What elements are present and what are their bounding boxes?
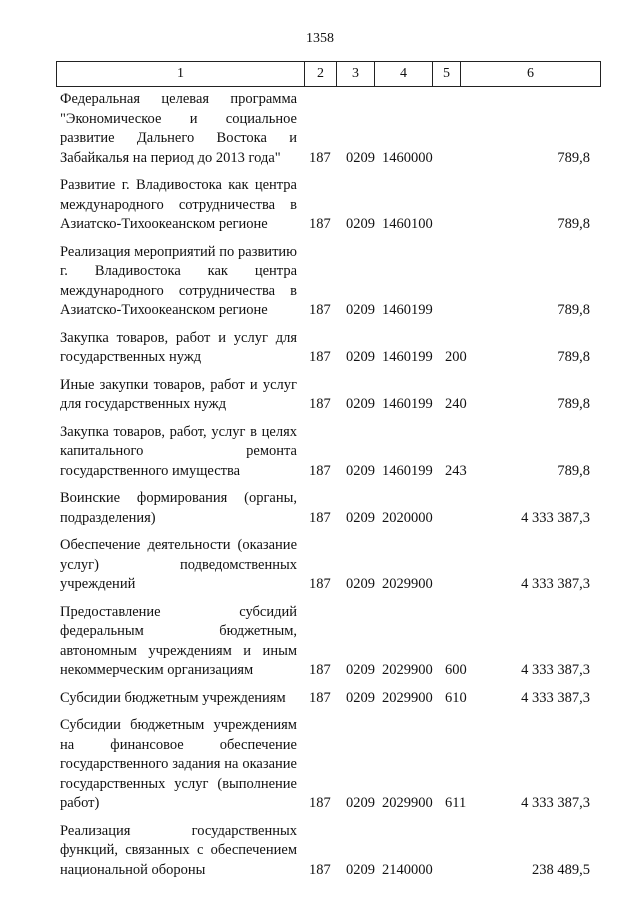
row-amount: 4 333 387,3 bbox=[521, 576, 590, 592]
row-col-2: 187 bbox=[309, 509, 331, 526]
row-col-4: 2029900 bbox=[382, 662, 433, 678]
table-row bbox=[60, 376, 590, 415]
table-row bbox=[60, 329, 590, 368]
row-description: Иные закупки товаров, работ и услуг для государственных нужд bbox=[60, 376, 297, 412]
row-description: Развитие г. Владивостока как центра международного сотрудничества в Азиатско-Тихоокеанском регионе bbox=[60, 177, 297, 232]
table-body bbox=[60, 90, 590, 888]
row-col-2: 187 bbox=[309, 689, 331, 706]
header-col-5: 5 bbox=[433, 62, 461, 86]
header-col-6: 6 bbox=[527, 66, 534, 81]
row-description: Обеспечение деятельности (оказание услуг) подведомственных учреждений bbox=[60, 537, 297, 592]
row-col-5: 243 bbox=[445, 462, 467, 479]
row-amount: 789,8 bbox=[557, 349, 590, 365]
row-amount: 789,8 bbox=[557, 302, 590, 318]
page-number: 1358 bbox=[306, 31, 334, 46]
row-amount: 789,8 bbox=[557, 149, 590, 166]
row-amount: 4 333 387,3 bbox=[521, 509, 590, 526]
row-description: Закупка товаров, работ, услуг в целях капитального ремонта государственного имущества bbox=[60, 423, 297, 479]
table-row bbox=[60, 689, 590, 709]
row-col-2: 187 bbox=[309, 662, 331, 678]
row-col-3: 0209 bbox=[346, 795, 375, 811]
table-row bbox=[60, 822, 590, 881]
row-col-5: 200 bbox=[445, 349, 467, 365]
table-row bbox=[60, 243, 590, 321]
row-col-3: 0209 bbox=[346, 462, 375, 479]
row-description: Предоставление субсидий федеральным бюджетным, автономным учреждениям и иным некоммерческим организациям bbox=[60, 603, 297, 678]
row-col-2: 187 bbox=[309, 861, 331, 878]
row-col-2: 187 bbox=[309, 462, 331, 479]
header-col-4: 4 bbox=[375, 62, 433, 86]
table-header bbox=[56, 61, 601, 87]
row-col-4: 1460100 bbox=[382, 216, 433, 232]
row-description: Закупка товаров, работ и услуг для государственных нужд bbox=[60, 329, 297, 365]
row-description: Субсидии бюджетным учреждениям на финансовое обеспечение государственного задания на оказание государственных услуг (выполнение работ) bbox=[60, 717, 297, 811]
table-row bbox=[60, 603, 590, 681]
row-col-4: 2140000 bbox=[382, 861, 433, 878]
row-col-5: 600 bbox=[445, 662, 467, 678]
table-row bbox=[60, 423, 590, 482]
row-description: Воинские формирования (органы, подразделения) bbox=[60, 490, 297, 526]
row-col-4: 2029900 bbox=[382, 795, 433, 811]
row-col-3: 0209 bbox=[346, 302, 375, 318]
row-amount: 4 333 387,3 bbox=[521, 662, 590, 678]
row-col-2: 187 bbox=[309, 795, 331, 811]
table-row bbox=[60, 716, 590, 814]
header-col-3: 3 bbox=[337, 62, 375, 86]
row-col-3: 0209 bbox=[346, 576, 375, 592]
row-col-5: 240 bbox=[445, 396, 467, 412]
row-col-2: 187 bbox=[309, 576, 331, 592]
row-col-3: 0209 bbox=[346, 689, 375, 706]
row-amount: 4 333 387,3 bbox=[521, 689, 590, 706]
row-col-3: 0209 bbox=[346, 216, 375, 232]
row-description: Реализация мероприятий по развитию г. Владивостока как центра международного сотрудничества в Азиатско-Тихоокеанском регионе bbox=[60, 243, 297, 318]
header-col-2: 2 bbox=[305, 62, 337, 86]
row-amount: 789,8 bbox=[557, 396, 590, 412]
row-col-5: 610 bbox=[445, 689, 467, 706]
row-col-3: 0209 bbox=[346, 396, 375, 412]
row-amount: 238 489,5 bbox=[532, 861, 590, 878]
row-col-4: 1460199 bbox=[382, 462, 433, 479]
row-col-4: 1460000 bbox=[382, 149, 433, 166]
row-col-2: 187 bbox=[309, 149, 331, 166]
table-row bbox=[60, 90, 590, 168]
row-amount: 789,8 bbox=[557, 462, 590, 479]
row-description: Субсидии бюджетным учреждениям bbox=[60, 689, 286, 706]
row-col-4: 2020000 bbox=[382, 509, 433, 526]
row-col-5: 611 bbox=[445, 795, 467, 811]
row-col-2: 187 bbox=[309, 396, 331, 412]
row-description: Реализация государственных функций, связанных с обеспечением национальной обороны bbox=[60, 822, 297, 878]
row-col-3: 0209 bbox=[346, 861, 375, 878]
row-col-4: 1460199 bbox=[382, 302, 433, 318]
row-col-3: 0209 bbox=[346, 662, 375, 678]
row-col-2: 187 bbox=[309, 302, 331, 318]
table-row bbox=[60, 176, 590, 235]
table-row bbox=[60, 536, 590, 595]
row-col-4: 2029900 bbox=[382, 689, 433, 706]
header-col-1: 1 bbox=[57, 62, 305, 86]
row-amount: 4 333 387,3 bbox=[521, 795, 590, 811]
row-amount: 789,8 bbox=[557, 216, 590, 232]
row-col-4: 1460199 bbox=[382, 349, 433, 365]
row-description: Федеральная целевая программа "Экономическое и социальное развитие Дальнего Востока и Забайкалья на период до 2013 года" bbox=[60, 91, 297, 166]
row-col-2: 187 bbox=[309, 216, 331, 232]
row-col-4: 2029900 bbox=[382, 576, 433, 592]
table-row bbox=[60, 489, 590, 528]
row-col-3: 0209 bbox=[346, 149, 375, 166]
row-col-2: 187 bbox=[309, 349, 331, 365]
row-col-3: 0209 bbox=[346, 509, 375, 526]
row-col-3: 0209 bbox=[346, 349, 375, 365]
row-col-4: 1460199 bbox=[382, 396, 433, 412]
